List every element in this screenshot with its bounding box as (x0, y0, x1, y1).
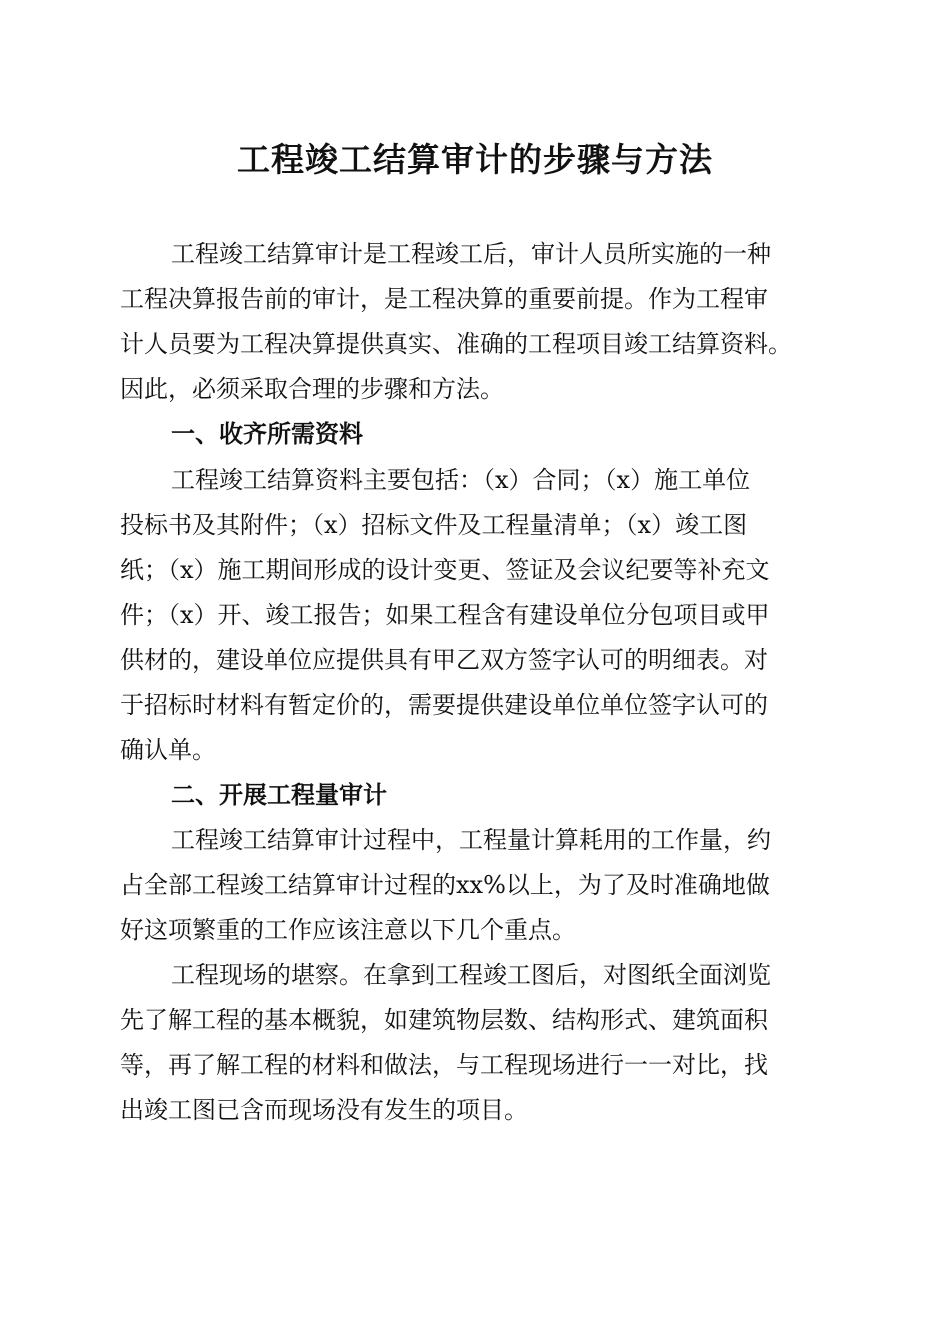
paragraph-1-line-2: 工程决算报告前的审计，是工程决算的重要前提。作为工程审 (120, 285, 768, 313)
paragraph-2-line-4: 件；（x）开、竣工报告；如果工程含有建设单位分包项目或甲 (120, 601, 770, 629)
document-title: 工程竣工结算审计的步骤与方法 (237, 140, 713, 179)
paragraph-2-line-1: 工程竣工结算资料主要包括：（x）合同；（x）施工单位 (171, 466, 751, 494)
paragraph-2-line-7: 确认单。 (120, 736, 216, 764)
paragraph-4-line-3: 等，再了解工程的材料和做法，与工程现场进行一一对比，找 (120, 1051, 768, 1079)
paragraph-4-line-4: 出竣工图已含而现场没有发生的项目。 (120, 1096, 528, 1124)
paragraph-1-line-3: 计人员要为工程决算提供真实、准确的工程项目竣工结算资料。 (120, 330, 792, 358)
section-heading-2: 二、开展工程量审计 (171, 781, 387, 809)
paragraph-3-line-3: 好这项繁重的工作应该注意以下几个重点。 (120, 916, 576, 944)
paragraph-3-line-1: 工程竣工结算审计过程中，工程量计算耗用的工作量，约 (171, 826, 771, 854)
paragraph-3-line-2: 占全部工程竣工结算审计过程的xx%以上，为了及时准确地做 (120, 871, 770, 899)
paragraph-2-line-6: 于招标时材料有暂定价的，需要提供建设单位单位签字认可的 (120, 691, 768, 719)
paragraph-1-line-1: 工程竣工结算审计是工程竣工后，审计人员所实施的一种 (171, 240, 771, 268)
paragraph-2-line-3: 纸；（x）施工期间形成的设计变更、签证及会议纪要等补充文 (120, 556, 770, 584)
paragraph-2-line-2: 投标书及其附件；（x）招标文件及工程量清单；（x）竣工图 (120, 511, 748, 539)
paragraph-2-line-5: 供材的，建设单位应提供具有甲乙双方签字认可的明细表。对 (120, 646, 768, 674)
paragraph-4-line-2: 先了解工程的基本概貌，如建筑物层数、结构形式、建筑面积 (120, 1006, 768, 1034)
section-heading-1: 一、收齐所需资料 (171, 420, 363, 448)
paragraph-1-line-4: 因此，必须采取合理的步骤和方法。 (120, 375, 504, 403)
paragraph-4-line-1: 工程现场的堪察。在拿到工程竣工图后，对图纸全面浏览 (171, 961, 771, 989)
